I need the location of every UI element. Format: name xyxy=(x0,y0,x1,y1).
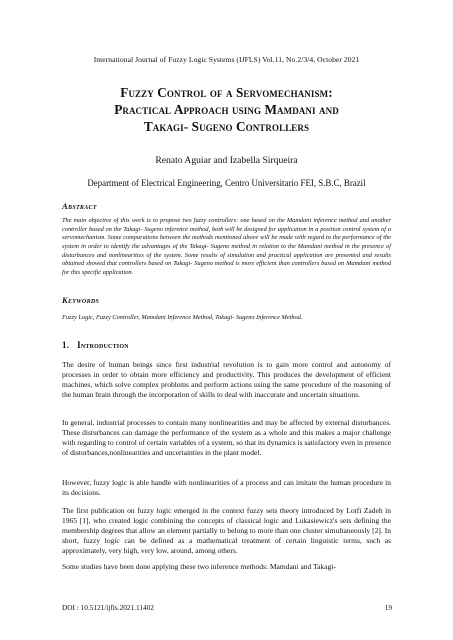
section-title: Introduction xyxy=(77,340,129,350)
abstract-text: The main objective of this work is to propose two fuzzy controllers: one based on the Mamdani inference method and another controller based on the Takagi- Sugeno inference method, both will be designed for application in a position control system of a servomechanism. Some comparations between the methods mentioned above will be made with regard to the performance of the system in order to identify the advantages of the Takagi- Sugeno method in relation to the Mamdani method in the presence of disturbances and nonlinearities of the system. Some results of simulation and practical application are presented and results obtained showed that controllers based on Takagi- Sugeno method is more efficient than controllers based on Mamdani method for this specific application. xyxy=(62,217,391,276)
paragraph: Some studies have been done applying these two inference methods: Mamdani and Takagi- xyxy=(62,562,336,571)
section-heading-introduction xyxy=(62,340,129,350)
journal-header: International Journal of Fuzzy Logic Systems (IJFLS) Vol.11, No.2/3/4, October 2021 xyxy=(93,55,360,64)
title-line-3: Takagi- Sugeno Controllers xyxy=(143,119,310,134)
title-line-1: Fuzzy Control of a Servomechanism: xyxy=(120,85,333,100)
paragraph: The first publication on fuzzy logic emerged in the context fuzzy sets theory introduced by Lotfi Zadeh in 1965 [1], who created logic combining the concepts of classical logic and Lukasiewicz's sets defining the membership degrees that allow an element partially to belong to more than one cluster simultaneously [2]. In short, fuzzy logic can be defined as a mathematical treatment of certain linguistic terms, such as approximately, very high, very low, around, among others. xyxy=(62,506,391,556)
abstract-heading: Abstract xyxy=(62,201,97,211)
footer-doi: DOI : 10.5121/ijfls.2021.11402 xyxy=(62,603,154,612)
affiliation: Department of Electrical Engineering, Centro Universitario FEI, S.B.C, Brazil xyxy=(87,178,366,188)
title-line-2: Practical Approach using Mamdani and xyxy=(114,102,339,117)
paragraph: In general, industrial processes to contain many nonlinearities and may be affected by external disturbances. These disturbances can damage the performance of the system as a whole and this makes a major challenge with regarding to control of certain variables of a system, so that its dynamics is satisfactory even in presence of disturbances,nonlinearities and uncertainties in the plant model. xyxy=(62,418,391,458)
paragraph: However, fuzzy logic is able handle with nonlinearities of a process and can imitate the human procedure in its decisions. xyxy=(62,478,391,498)
paragraph: The desire of human beings since first industrial revolution is to gain more control and autonomy of processes in order to obtain more efficiency and productivity. This produces the development of efficient machines, which solve complex problems and perform actions using the same procedure of the reasoning of the human brain through the incorporation of skills to deal with inaccurate and uncertain situations. xyxy=(62,360,391,400)
keywords-heading: Keywords xyxy=(62,295,100,305)
page-number: 19 xyxy=(384,603,392,612)
keywords-text: Fuzzy Logic, Fuzzy Controller, Mamdani Inference Method, Takagi- Sugeno Inference Method. xyxy=(62,314,303,321)
paper-title xyxy=(40,84,413,135)
authors: Renato Aguiar and Izabella Sirqueira xyxy=(155,155,298,166)
section-number: 1. xyxy=(62,340,70,350)
